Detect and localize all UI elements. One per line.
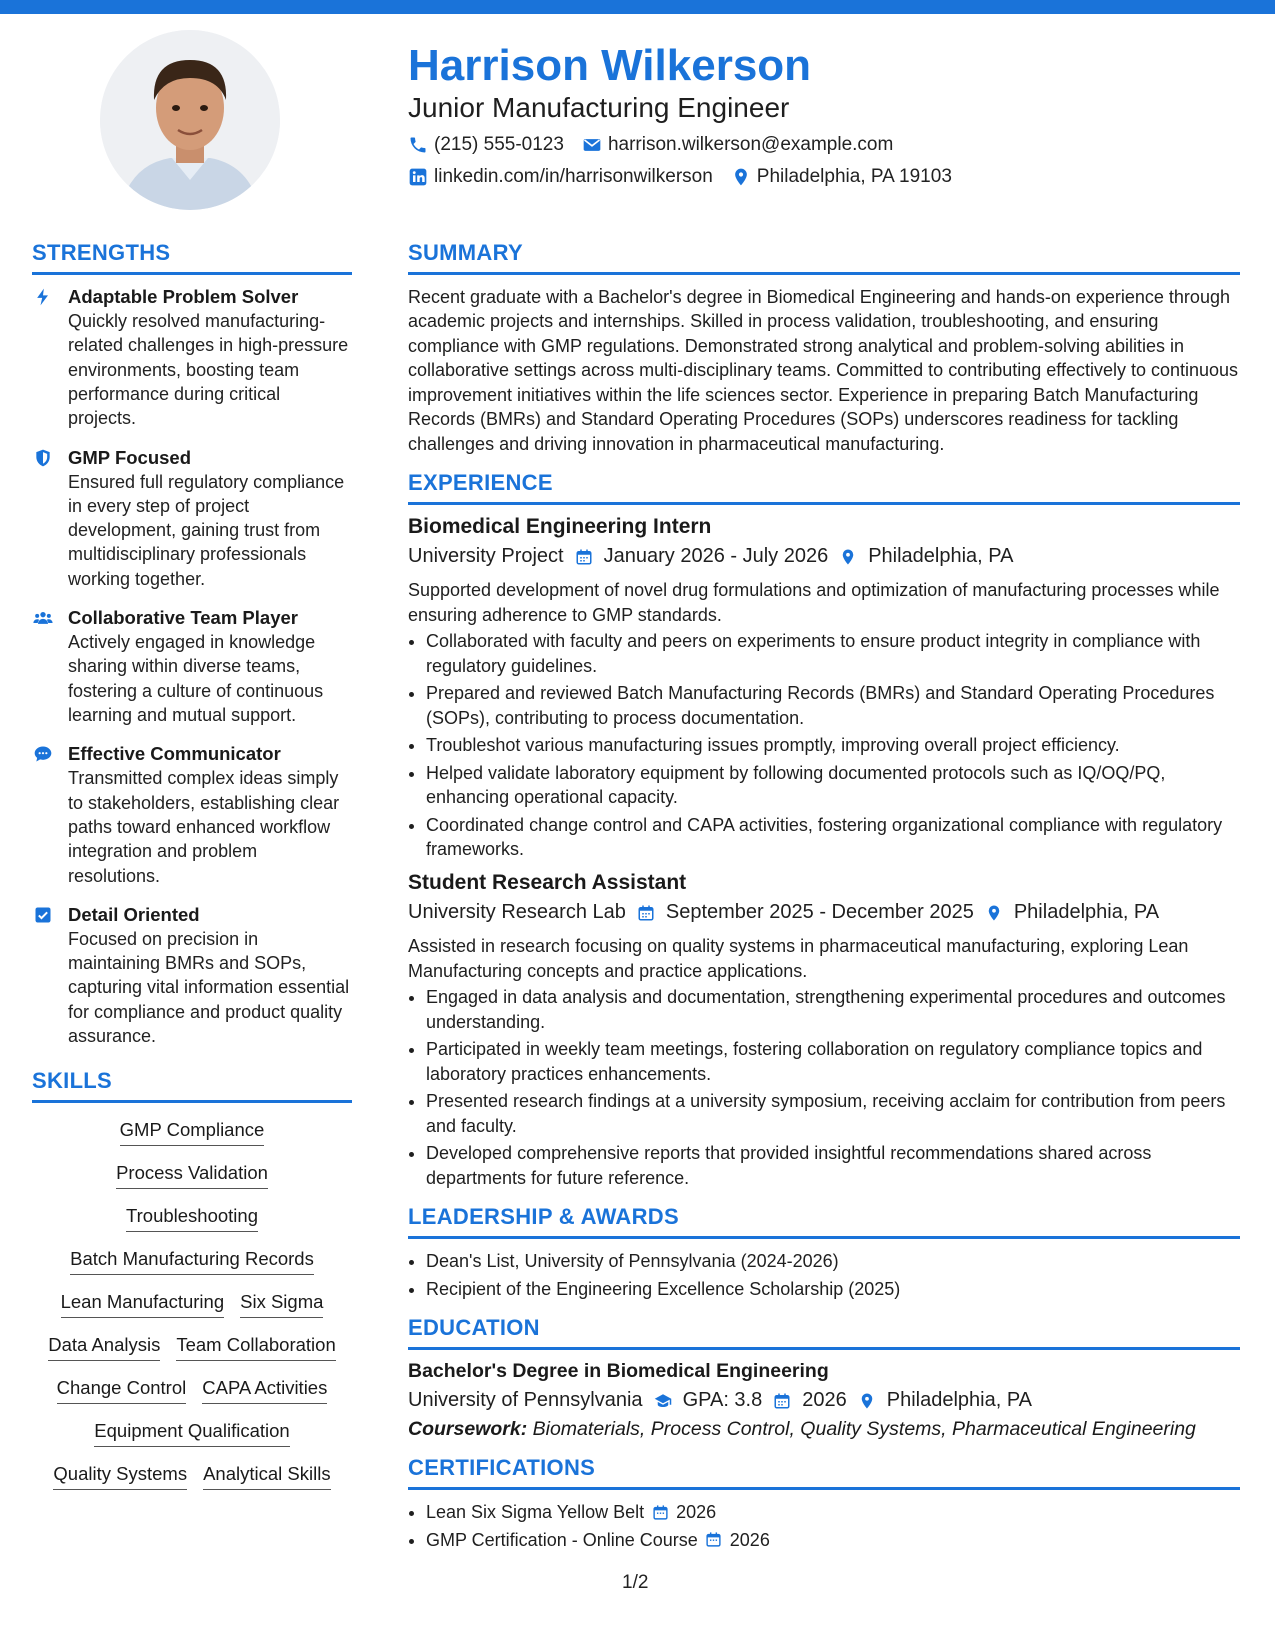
strength-item bbox=[32, 606, 352, 727]
phone-contact[interactable] bbox=[408, 134, 564, 156]
skill-tag: Lean Manufacturing bbox=[61, 1291, 225, 1318]
checkbox-icon bbox=[32, 904, 54, 926]
right-column bbox=[408, 240, 1240, 1566]
experience-section bbox=[408, 470, 1240, 1190]
strength-title: Adaptable Problem Solver bbox=[68, 286, 299, 307]
job-bullet: • Prepared and reviewed Batch Manufacturing Records (BMRs) and Standard Operating Procedures (SOPs), contributing to process documentation. bbox=[426, 681, 1240, 730]
skill-tag: Data Analysis bbox=[48, 1334, 160, 1361]
certification-name: • Lean Six Sigma Yellow Belt bbox=[426, 1502, 645, 1523]
skills-list bbox=[32, 1113, 352, 1490]
experience-heading: EXPERIENCE bbox=[408, 470, 1240, 505]
strength-title: Detail Oriented bbox=[68, 903, 200, 925]
education-section bbox=[408, 1315, 1240, 1441]
strength-title: GMP Focused bbox=[68, 446, 192, 468]
leadership-list bbox=[408, 1249, 1240, 1301]
skills-heading: SKILLS bbox=[32, 1068, 352, 1103]
strengths-heading: STRENGTHS bbox=[32, 240, 352, 275]
linkedin-text: linkedin.com/in/harrisonwilkerson bbox=[434, 166, 713, 188]
summary-section bbox=[408, 240, 1240, 456]
certifications-section bbox=[408, 1455, 1240, 1552]
email-contact[interactable] bbox=[582, 134, 893, 156]
job-bullet: • Participated in weekly team meetings, fostering collaboration on regulatory compliance topics and laboratory practices enhancements. bbox=[426, 1037, 1240, 1086]
phone-icon bbox=[408, 135, 428, 155]
candidate-name: Harrison Wilkerson bbox=[408, 41, 812, 90]
job-description: Supported development of novel drug formulations and optimization of manufacturing processes while ensuring adherence to GMP standards. bbox=[408, 580, 1220, 625]
page-number: 1/2 bbox=[622, 1572, 649, 1593]
skill-row bbox=[32, 1291, 352, 1318]
contact-row-2 bbox=[408, 166, 1228, 188]
summary-text: Recent graduate with a Bachelor's degree in Biomedical Engineering and hands-on experience through academic projects and internships. Skilled in process validation, troubleshooting, and ensuring compliance with GMP regulations. Demonstrated strong analytical and problem-solving abilities in collaborative settings across multi-disciplinary teams. Committed to contributing effectively to continuous improvement initiatives within the life sciences sector. Experience in preparing Batch Manufacturing Records (BMRs) and Standard Operating Procedures (SOPs) underscores readiness for tackling challenges and driving innovation in pharmaceutical manufacturing. bbox=[408, 287, 1239, 454]
certifications-list bbox=[408, 1500, 1240, 1552]
summary-heading: SUMMARY bbox=[408, 240, 1240, 275]
leadership-section bbox=[408, 1204, 1240, 1301]
email-text: harrison.wilkerson@example.com bbox=[607, 134, 894, 156]
job-title: Biomedical Engineering Intern bbox=[408, 515, 712, 539]
certification-year: 2026 bbox=[676, 1502, 717, 1523]
skill-row bbox=[32, 1248, 352, 1275]
skill-tag: Troubleshooting bbox=[126, 1205, 258, 1232]
skill-row bbox=[32, 1420, 352, 1447]
strength-desc: Transmitted complex ideas simply to stakeholders, establishing clear paths toward enhanced workflow integration and problem resolutions. bbox=[68, 768, 340, 886]
location-text: Philadelphia, PA 19103 bbox=[756, 166, 952, 188]
job-org: University Project bbox=[408, 545, 564, 568]
coursework-text: Biomaterials, Process Control, Quality Systems, Pharmaceutical Engineering bbox=[532, 1418, 1196, 1441]
award-item: • Dean's List, University of Pennsylvania (2024-2026) bbox=[426, 1249, 1240, 1273]
skill-tag: Equipment Qualification bbox=[94, 1420, 289, 1447]
bolt-icon bbox=[32, 286, 54, 308]
job-bullet: • Engaged in data analysis and documentation, strengthening experimental procedures and outcomes understanding. bbox=[426, 985, 1240, 1034]
certification-row bbox=[426, 1500, 716, 1524]
phone-text: (215) 555-0123 bbox=[434, 134, 564, 156]
job-bullet: • Presented research findings at a university symposium, receiving acclaim for contribution from peers and faculty. bbox=[426, 1089, 1240, 1138]
left-column bbox=[32, 240, 352, 1506]
skill-tag: Process Validation bbox=[116, 1162, 268, 1189]
location-contact bbox=[731, 166, 952, 188]
contact-row-1 bbox=[408, 134, 1228, 156]
skill-tag: Change Control bbox=[57, 1377, 187, 1404]
certification-item bbox=[426, 1528, 1240, 1552]
map-pin-icon bbox=[838, 547, 858, 567]
resume-header bbox=[408, 42, 1228, 188]
strength-desc: Actively engaged in knowledge sharing within diverse teams, fostering a culture of continuous learning and mutual support. bbox=[68, 632, 324, 725]
certification-row bbox=[426, 1528, 770, 1552]
skill-tag: Analytical Skills bbox=[203, 1463, 331, 1490]
job-meta bbox=[408, 901, 1240, 924]
skill-tag: Six Sigma bbox=[240, 1291, 323, 1318]
coursework-label: Coursework: bbox=[408, 1418, 528, 1441]
job-location: Philadelphia, PA bbox=[1013, 901, 1160, 924]
top-accent-bar bbox=[0, 0, 1275, 14]
job-meta bbox=[408, 545, 1240, 568]
skill-row bbox=[32, 1377, 352, 1404]
map-pin-icon bbox=[857, 1391, 877, 1411]
certifications-heading: CERTIFICATIONS bbox=[408, 1455, 1240, 1490]
certification-item bbox=[426, 1500, 1240, 1524]
job-bullet: • Coordinated change control and CAPA activities, fostering organizational compliance with regulatory frameworks. bbox=[426, 813, 1240, 862]
job-bullet: • Helped validate laboratory equipment by following documented protocols such as IQ/OQ/PQ, enhancing operational capacity. bbox=[426, 761, 1240, 810]
map-pin-icon bbox=[731, 167, 751, 187]
skill-row bbox=[32, 1334, 352, 1361]
job-description: Assisted in research focusing on quality systems in pharmaceutical manufacturing, exploring Lean Manufacturing concepts and practice applications. bbox=[408, 936, 1189, 981]
skill-tag: Batch Manufacturing Records bbox=[70, 1248, 314, 1275]
education-meta bbox=[408, 1389, 1240, 1412]
school-location: Philadelphia, PA bbox=[886, 1389, 1033, 1412]
education-heading: EDUCATION bbox=[408, 1315, 1240, 1350]
school-name: University of Pennsylvania bbox=[408, 1389, 643, 1412]
skill-tag: Team Collaboration bbox=[176, 1334, 335, 1361]
map-pin-icon bbox=[984, 903, 1004, 923]
job-dates: September 2025 - December 2025 bbox=[665, 901, 974, 924]
job-dates: January 2026 - July 2026 bbox=[603, 545, 829, 568]
skill-row bbox=[32, 1205, 352, 1232]
strength-desc: Focused on precision in maintaining BMRs and SOPs, capturing vital information essential for compliance and product quality assurance. bbox=[68, 928, 350, 1047]
calendar-icon bbox=[704, 1530, 724, 1550]
strength-desc: Quickly resolved manufacturing-related challenges in high-pressure environments, boosting team performance during critical projects. bbox=[68, 311, 349, 429]
leadership-heading: LEADERSHIP & AWARDS bbox=[408, 1204, 1240, 1239]
chat-icon bbox=[32, 743, 54, 765]
skill-tag: CAPA Activities bbox=[202, 1377, 327, 1404]
strength-item bbox=[32, 446, 352, 592]
graduation-year: 2026 bbox=[802, 1389, 847, 1412]
job-entry bbox=[408, 515, 1240, 861]
calendar-icon bbox=[574, 547, 594, 567]
linkedin-contact[interactable] bbox=[408, 166, 713, 188]
job-bullets bbox=[408, 985, 1240, 1190]
job-title: Student Research Assistant bbox=[408, 871, 687, 895]
coursework bbox=[408, 1418, 1240, 1441]
certification-name: • GMP Certification - Online Course bbox=[426, 1529, 698, 1550]
skill-row bbox=[32, 1463, 352, 1490]
graduation-cap-icon bbox=[653, 1391, 673, 1411]
strength-item bbox=[32, 285, 352, 431]
certification-year: 2026 bbox=[729, 1529, 770, 1550]
calendar-icon bbox=[636, 903, 656, 923]
skill-tag: Quality Systems bbox=[53, 1463, 187, 1490]
job-entry bbox=[408, 871, 1240, 1190]
linkedin-icon bbox=[408, 167, 428, 187]
strength-item bbox=[32, 903, 352, 1049]
skills-section bbox=[32, 1068, 352, 1490]
skill-row bbox=[32, 1119, 352, 1146]
gpa-text: GPA: 3.8 bbox=[682, 1389, 763, 1412]
strength-title: Collaborative Team Player bbox=[68, 607, 298, 629]
strength-title: Effective Communicator bbox=[68, 743, 281, 765]
job-bullet: • Collaborated with faculty and peers on experiments to ensure product integrity in compliance with regulatory guidelines. bbox=[426, 629, 1240, 678]
shield-icon bbox=[32, 447, 54, 469]
job-location: Philadelphia, PA bbox=[868, 545, 1014, 568]
users-icon bbox=[32, 607, 54, 629]
job-bullet: • Troubleshot various manufacturing issues promptly, improving overall project efficiency. bbox=[426, 733, 1240, 757]
degree-title: Bachelor's Degree in Biomedical Engineering bbox=[408, 1360, 829, 1383]
strength-desc: Ensured full regulatory compliance in every step of project development, gaining trust from multidisciplinary professionals working together. bbox=[68, 471, 345, 589]
job-bullets bbox=[408, 629, 1240, 861]
job-bullet: • Developed comprehensive reports that provided insightful recommendations shared across departments for future reference. bbox=[426, 1141, 1240, 1190]
calendar-icon bbox=[772, 1391, 792, 1411]
calendar-icon bbox=[650, 1502, 670, 1522]
skill-row bbox=[32, 1162, 352, 1189]
job-org: University Research Lab bbox=[408, 901, 626, 924]
candidate-title: Junior Manufacturing Engineer bbox=[408, 92, 790, 124]
strength-item bbox=[32, 742, 352, 888]
envelope-icon bbox=[582, 135, 602, 155]
award-item: • Recipient of the Engineering Excellence Scholarship (2025) bbox=[426, 1277, 1240, 1301]
skill-tag: GMP Compliance bbox=[120, 1119, 265, 1146]
profile-photo bbox=[100, 30, 280, 210]
